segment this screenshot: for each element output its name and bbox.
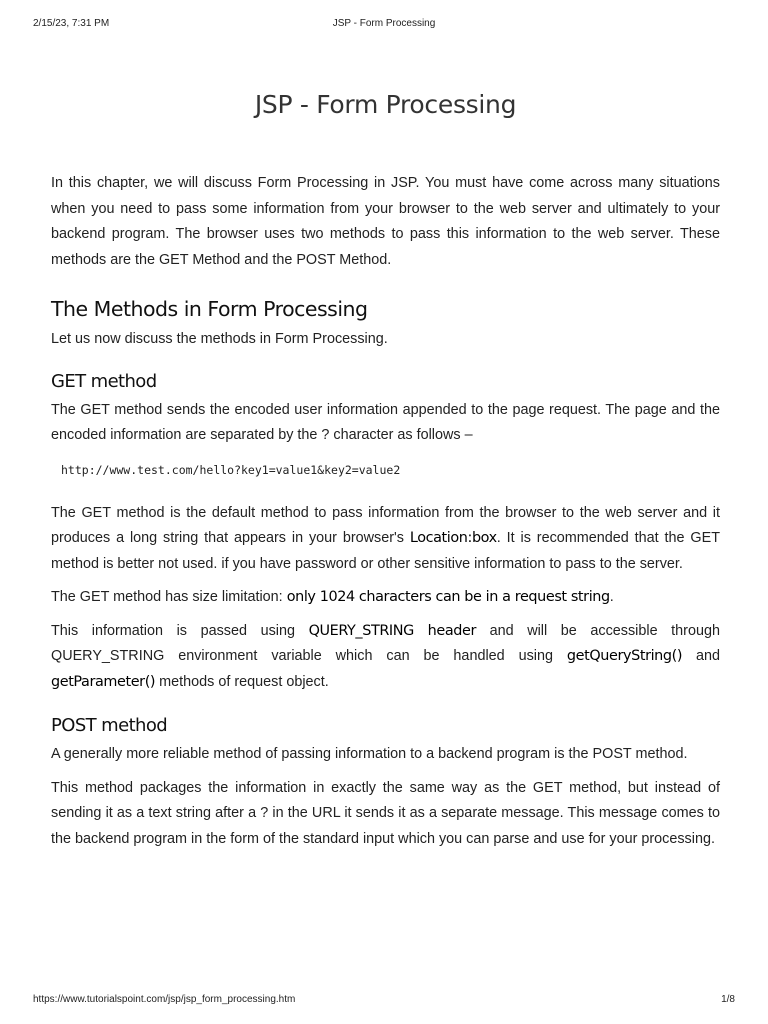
intro-paragraph: In this chapter, we will discuss Form Processing in JSP. You must have come across many situations when you need to pass some information from your browser to the web server and ultimately to your backend program. The browser uses two methods to pass this information to the web server. These methods are the GET Method and the POST Method. [51, 175, 720, 268]
page-number: 1/8 [721, 994, 735, 1005]
get-query-string-term: getQueryString() [566, 648, 683, 664]
size-limit-emphasis: only 1024 characters can be in a request string [286, 589, 610, 605]
get-p4-text-c: and [682, 648, 720, 664]
get-paragraph-2 [51, 501, 720, 578]
print-datetime: 2/15/23, 7:31 PM [33, 18, 110, 29]
get-p4-text-d: methods of request object. [155, 673, 329, 690]
print-title: JSP - Form Processing [332, 18, 436, 29]
code-example-url: http://www.test.com/hello?key1=value1&key2=value2 [61, 462, 401, 477]
print-footer [0, 994, 768, 1008]
page-title: JSP - Form Processing [254, 90, 517, 119]
get-parameter-term: getParameter() [51, 673, 156, 690]
article-content [51, 90, 720, 860]
print-header [0, 18, 768, 32]
print-url: https://www.tutorialspoint.com/jsp/jsp_form_processing.htm [33, 994, 296, 1005]
methods-heading: The Methods in Form Processing [51, 297, 368, 321]
get-p3-text-b: . [609, 589, 614, 605]
get-method-heading: GET method [51, 370, 157, 392]
get-p3-text-a: The GET method has size limitation: [51, 589, 287, 605]
query-string-header-term: QUERY_STRING header [308, 622, 476, 639]
get-p4-text-a: This information is passed using [51, 622, 309, 639]
post-paragraph-1: A generally more reliable method of passing information to a backend program is the POST method. [51, 746, 688, 762]
location-box-term: Location:box [409, 530, 497, 546]
get-paragraph-3 [51, 585, 720, 611]
get-paragraph-4 [51, 619, 720, 696]
get-p2-text-b: . It is recommended that the GET method is better not used. if you have password or other sensitive information to pass to the server. [51, 530, 720, 572]
get-p2-text-a: The GET method is the default method to pass information from the browser to the web server and it produces a long string that appears in your browser's [51, 504, 720, 546]
methods-intro-paragraph: Let us now discuss the methods in Form Processing. [51, 331, 388, 347]
get-p4-text-b: and will be accessible through QUERY_STRING environment variable which can be handled using [51, 622, 720, 664]
get-paragraph-1: The GET method sends the encoded user information appended to the page request. The page and the encoded information are separated by the ? character as follows – [51, 401, 720, 443]
post-method-heading: POST method [51, 715, 168, 736]
post-paragraph-2: This method packages the information in exactly the same way as the GET method, but instead of sending it as a text string after a ? in the URL it sends it as a separate message. This message comes to the backend program in the form of the standard input which you can parse and use for your processing. [51, 779, 720, 847]
